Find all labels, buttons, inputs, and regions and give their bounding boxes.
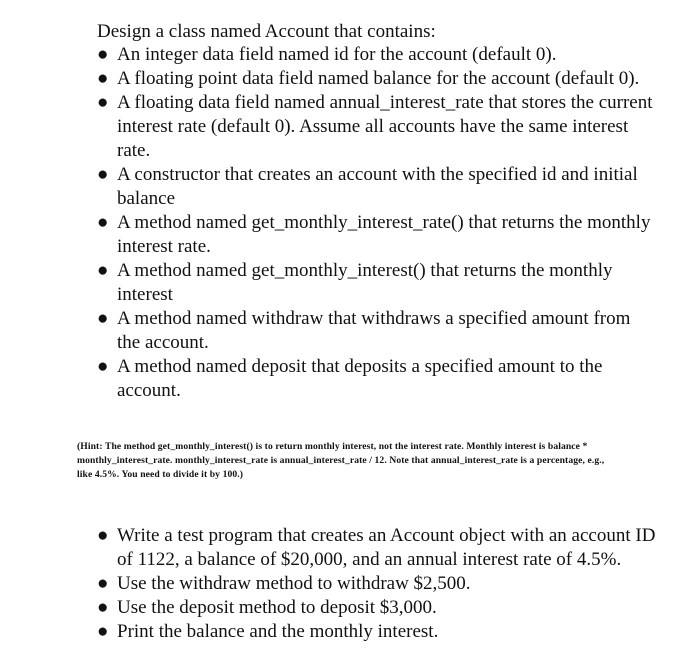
hint-note: (Hint: The method get_monthly_interest() is to return monthly interest, not the interest rate. Monthly interest is balance * monthly_interest_rate. monthly_interest_rate is annual_interest_rate / 12. Note that annual_interest_rate is a percentage, e.g., like 4.5%. You need to divide it by 100.) [77,441,605,480]
list-item [97,355,657,403]
list-item [97,524,657,572]
list-item [97,43,657,67]
list-item-text: A method named withdraw that withdraws a specified amount from the account. [117,308,631,353]
list-item [97,620,657,644]
bullet-icon: ● [97,573,109,594]
list-item-text: A method named get_monthly_interest() that returns the monthly interest [117,260,613,305]
list-item [97,163,657,211]
list-item [97,67,657,91]
list-item [97,91,657,163]
list-item-text: A method named get_monthly_interest_rate() that returns the monthly interest rate. [117,212,651,257]
bullet-icon: ● [97,308,109,329]
bullet-icon: ● [97,68,109,89]
list-item-text: A constructor that creates an account with the specified id and initial balance [117,164,638,209]
bullet-icon: ● [97,597,109,618]
list-item [97,596,657,620]
list-item-text: Use the withdraw method to withdraw $2,500. [117,573,471,594]
list-item-text: A floating point data field named balance for the account (default 0). [117,68,640,89]
list-item [97,572,657,596]
list-item [97,211,657,259]
list-item-text: A floating data field named annual_interest_rate that stores the current interest rate (default 0). Assume all accounts have the same interest rate. [117,92,653,161]
list-item [97,307,657,355]
bullet-icon: ● [97,621,109,642]
list-item-text: Write a test program that creates an Account object with an account ID of 1122, a balance of $20,000, and an annual interest rate of 4.5%. [117,525,656,570]
bullet-icon: ● [97,164,109,185]
bullet-icon: ● [97,92,109,113]
list-item-text: An integer data field named id for the account (default 0). [117,44,557,65]
task-list [97,524,657,644]
list-item [97,259,657,307]
bullet-icon: ● [97,212,109,233]
requirements-list [97,43,657,403]
intro-heading: Design a class named Account that contains: [97,21,436,42]
bullet-icon: ● [97,260,109,281]
bullet-icon: ● [97,525,109,546]
bullet-icon: ● [97,356,109,377]
list-item-text: Print the balance and the monthly interest. [117,621,439,642]
list-item-text: Use the deposit method to deposit $3,000. [117,597,437,618]
list-item-text: A method named deposit that deposits a specified amount to the account. [117,356,603,401]
bullet-icon: ● [97,44,109,65]
